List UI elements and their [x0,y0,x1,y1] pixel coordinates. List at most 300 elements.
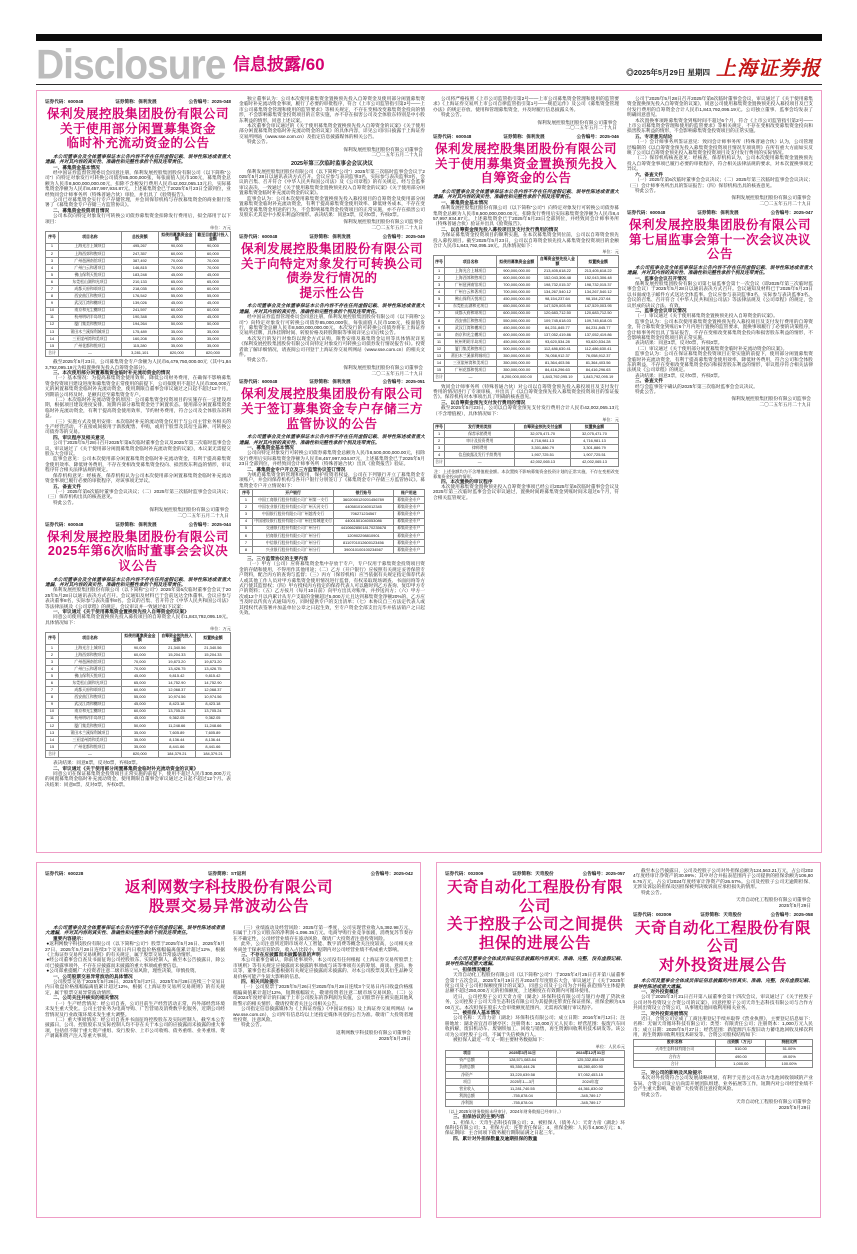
table-cell: 负债总额 [446,1064,489,1071]
table-cell: 194,264 [121,321,158,328]
table-cell: 152,043,306.48 [578,275,619,282]
disclosure-wordmark: Disclosure [36,42,226,89]
table-cell: 95,350,444.26 [488,1064,556,1071]
table-cell: 57,052,453.15 [556,1071,624,1078]
table-cell: 11 [46,314,59,321]
masthead [626,52,821,81]
table-cell: 西安曲江和煦项目 [58,694,121,701]
table-cell: 募集资金专户 [393,518,424,525]
table-cell: -755,878.04 [488,1100,556,1107]
table-cell: 60,000 [195,286,230,293]
table-cell: 11 [46,715,59,722]
stock-abbr: 证券简称：保利发展 [503,134,545,140]
table-cell: 98,154,237.64 [537,296,578,303]
table-row [434,331,619,338]
table-cell: 13 [46,729,59,736]
table-cell: 93,620,534.28 [578,339,619,346]
table-body [446,1057,625,1107]
table-cell: 450,000,000.00 [496,339,537,346]
table-cell: 3,301,886.79 [515,445,571,452]
table-row [46,321,231,328]
paragraph: 经中国证券监督管理委员会同意注册，保利发展控股集团股份有限公司（以下简称“公司”）向特定对象发行可转换公司债券85,000,000张，每张面值人民币100元，募集资金总额为人民币8,500,000,000.00元，扣除不含税发行费用人民币42,002,065.13元后，实际募集资金净额为人民币8,457,997,934.87元。上述募集资金已于2025年5月23日全部到位，业经致同会计师事务所（特殊普通合伙）审验，并出具了《验资报告》。 [45,170,231,197]
table-cell: -345,789.17 [556,1100,624,1107]
table-cell: 11,281,740.55 [488,1085,556,1092]
table-cell: 合计 [634,1060,716,1067]
paragraph: 独立董事认为：公司本次使用募集资金置换预先投入自筹资金及使用部分闲置募集资金临时补充流动资金事项，履行了必要的审批程序，符合《上市公司监管指引第2号——上市公司募集资金管理和使用的监管要求》等相关规定，不存在变相改变募集资金投向的情形，不会影响募集资金投资项目的正常实施，亦不存在损害公司及全体股东特别是中小股东利益的情形，同意上述议案。 [239,96,425,123]
announcement-title-line: 天奇自动化工程股份有限公司 [446,879,623,915]
data-table [433,423,619,467]
section-heading: 三、备查文件 [634,378,664,384]
stock-abbr: 证券简称：保利发展 [309,233,351,239]
table-row [46,335,231,342]
table-cell: 32,075,471.70 [570,431,618,438]
section-heading: 一、募集资金基本情况 [52,164,100,170]
table-header-row [46,232,231,244]
table-cell: 1,843,792,095.19 [537,374,578,381]
stock-code-line [45,871,413,877]
table-cell: 东莞松山湖和光项目 [58,680,121,687]
column-header: 拟置换金额 [195,633,230,645]
table-row [434,374,619,381]
table-cell: 134,267,540.12 [578,289,619,296]
section-heading: 二、监事会会议审议情况 [634,307,687,313]
table-cell: 68,280,400.90 [556,1064,624,1071]
announcement-title-line: 保利发展控股集团股份有限公司 [46,529,229,544]
stock-code-line [239,234,425,240]
section-heading: 三、本次使用部分闲置募集资金临时补充流动资金的情况 [52,369,171,375]
table-row [446,1078,625,1085]
announcement-title-line: 天奇自动化工程股份有限公司 [634,919,811,956]
table-cell: 3,301,886.79 [570,445,618,452]
table-header [46,232,231,244]
table-cell: 莆田木兰溪保利城项目 [445,353,497,360]
section-heading: 三、担保协议的主要内容 [452,1114,505,1120]
announcement-title [45,879,413,916]
table-cell: 10,974.56 [158,694,195,701]
table-cell: 5 [434,296,445,303]
table-cell: 12 [434,346,445,353]
table-row [434,317,619,324]
stock-code: 证券代码：002009 [633,911,672,917]
bullet-item: ●经公司董事会自查及书面征询公司控股股东、实际控制人，截至本公告披露日，除公司已披露事项外，不存在应披露而未披露的重大事项或重要信息。 [45,957,225,968]
table-note: 注：上述金额均为不含增值税金额。本次置换不影响募集资金投资计划的正常实施，不存在变相改变募集资金投向的情形。 [433,468,619,479]
disclaimer-paragraph: 本公司董事会及全体董事保证本公告内容不存在任何虚假记载、误导性陈述或者重大遗漏，并对其内容的真实性、准确性和完整性承担个别及连带责任。 [45,576,231,587]
table-cell: 35,000 [195,335,230,342]
table-cell: 14 [434,360,445,367]
section-heading: 四、本次置换的审议程序 [440,478,493,484]
table-body [46,243,231,357]
table-cell: 上海西郊和煦项目 [58,250,121,257]
stock-abbr: 证券简称：ST返利 [207,871,246,876]
table-cell: 1,907,725.51 [515,452,571,459]
paragraph: 致同会计师事务所（特殊普通合伙）对公司以自筹资金预先投入募投项目及支付发行费用的情况进行了专项审核，并出具了《以自筹资金预先投入募集资金投资项目的鉴证报告》。保荐机构对本事项出具了明确的核查意见。 [433,383,619,400]
table-cell: 210,133 [121,279,158,286]
table-cell: 44,361,830.02 [556,1085,624,1092]
table-cell: 70,000 [121,658,158,665]
table-cell: 35,000 [195,328,230,335]
announcement-number: 公告编号：2025-046 [576,134,619,140]
paragraph: 公司将严格按照《上市公司监管指引第2号——上市公司募集资金管理和使用的监管要求》《上海证券交易所上市公司自律监管指引第1号——规范运作》及公司《募集资金管理办法》的规定存放、使用和管理募集资金，并及时履行信息披露义务。 [433,96,619,112]
signature-line: 保利发展控股集团股份有限公司董事会 [537,119,617,125]
table-cell: 51.00% [766,1046,813,1053]
data-table [45,632,231,758]
data-table [633,1039,813,1068]
column-header: 截至目前累计投入金额 [195,232,230,244]
table-row [46,286,231,293]
column-header: 拟置换金额 [578,256,619,268]
table-cell: 2024年度 [556,1078,624,1085]
paragraph: （一）2025年第6次临时董事会会议决议；（二）2025年第三次临时监事会会议决议；（三）会计师事务所出具的鉴证报告；（四）保荐机构出具的核查意见。 [627,177,813,188]
column-header: 序号 [46,232,59,244]
announcement-title-line: 第七届监事会第十一次会议决议公告 [628,232,811,262]
paragraph: 同意公司在保证募集资金投资项目正常实施的前提下，使用不超过人民币300,000万元的闲置募集资金临时补充流动资金，使用期限自董事会审议通过之日起不超过12个月。表决结果：同意8票，反对0票，弃权0票。 [45,771,231,787]
table-cell: 700,000,000.00 [496,282,537,289]
table-cell: 600,000,000.00 [496,331,537,338]
table-cell: 241,597 [121,307,158,314]
table-cell: 武汉江湾和樾项目 [58,701,121,708]
unit-label: 单位：人民币元 [595,1043,625,1049]
section-heading: 二、对外投资进展情况 [640,1010,688,1016]
table-cell: 10 [46,708,59,715]
table-cell: 45,000 [121,673,158,680]
table-cell: 上海西郊和煦项目 [58,651,121,658]
column-header: 项目 [446,1050,489,1057]
column-header: 开户银行 [252,490,333,497]
table-cell: 65,000 [121,680,158,687]
table-cell: 8,423.18 [195,701,230,708]
table-row [240,539,425,546]
stock-abbr: 证券简称：保利发展 [309,379,351,385]
table-cell: 14,752.90 [195,680,230,687]
table-row [434,282,619,289]
table-row [446,1093,625,1100]
table-cell: — [58,350,121,357]
signature-line: 二〇二五年五月二十九日 [371,152,423,158]
table-row [46,350,231,357]
table-row [446,1057,625,1064]
table-row [446,1100,625,1107]
bottom-right-announcement-box [436,862,821,1218]
table-cell: 42,002,065.13 [570,459,618,466]
table-cell: 109,745,618.03 [578,317,619,324]
section-heading: 一、担保情况概述 [452,966,491,972]
table-cell: 175,489 [121,328,158,335]
table-cell: 3 [46,658,59,665]
table-row [434,367,619,374]
table-row [434,324,619,331]
table-cell: 112,486,630.41 [578,346,619,353]
paragraph: 特此公告。 [52,499,77,505]
signature-line: 返利网数字科技股份有限公司董事会 [335,1029,411,1035]
table-cell: 49.00% [766,1053,813,1060]
table-cell: 65,000 [158,279,195,286]
table-row [46,328,231,335]
table-cell: 9,362.05 [158,715,195,722]
stock-code-line [445,871,625,877]
table-cell: 35,000 [158,335,195,342]
announcement-title-line: 股票交易异常波动公告 [148,897,309,915]
paragraph: 截至2025年5月23日，公司以自筹资金预先支付发行费用合计人民币42,002,065.13元（不含增值税），具体情况如下： [433,405,619,416]
table-cell: 146,815 [121,264,158,271]
table-row [46,687,231,694]
table-header-row [446,1050,625,1057]
table-cell: 1 [434,431,445,438]
signature-line: 二〇二五年五月二十九日 [371,370,423,376]
stock-code: 证券代码：600048 [45,521,84,527]
table-cell: 109,745,618.03 [537,317,578,324]
table-cell: 152,043,306.48 [537,275,578,282]
table-cell: 10 [434,331,445,338]
table-cell: 广州白云和著项目 [445,289,497,296]
signature-line: 天奇自动化工程股份有限公司董事会 [735,897,811,903]
paragraph: 经中国证券监督管理委员会同意注册，保利发展控股集团股份有限公司（以下简称“公司”）向特定对象发行可转换公司债券85,000,000张，每张面值人民币100元，按面值发行，募集资金总额人民币8,500,000,000.00元。本次发行的可转换公司债券将在上海证券交易所挂牌，具体挂牌时间、转股价格及转股期限等事项详见公司后续公告。 [239,314,425,336]
table-cell: 183,248 [121,272,158,279]
table-cell: 募集资金专户 [393,497,424,504]
paragraph: 公司向特定对象发行可转换公司债券募集资金总额为人民币8,500,000,000.00元，扣除发行费用后实际募集资金净额为人民币8,457,997,934.87元，上述募集资金已于2025年5月23日全部到位，并经致同会计师事务所（特殊普通合伙）出具《验资报告》验证。 [239,450,425,467]
paragraph: 表决结果：同意3票，反对0票，弃权0票。 [634,372,723,378]
disclaimer-paragraph: 本公司监事会及全体监事保证本公告内容不存在任何虚假记载、误导性陈述或者重大遗漏，并对其内容的真实性、准确性和完整性承担个别及连带责任。 [627,264,813,276]
table-header-row [634,1039,813,1046]
table-header-row [46,633,231,645]
signature-block [239,219,423,231]
signature-line: 保利发展控股集团股份有限公司董事会 [343,364,423,370]
table-cell: 70,000 [121,666,158,673]
table-cell: 3 [46,257,59,264]
table-cell: 120,683,712.50 [537,310,578,317]
table-cell: 南京和光尘樾项目 [58,307,121,314]
table-cell: 合计 [46,350,59,357]
data-table [433,255,619,381]
table-cell: 35,000 [121,744,158,751]
column-header: 银行账号 [334,490,393,497]
table-cell: 139,026 [121,300,158,307]
table-cell: 西安曲江和煦项目 [58,293,121,300]
paragraph: 公司名称：天奇力帝（湖北）环保科技有限公司；成立日期：2016年8月12日；注册地址：湖北省宜昌市猇亭区；注册资本：10,000万元人民币；经营范围：报废汽车回收拆解，废旧机动车、废钢铁加工、回收与销售，再生资源回收利用技术研发等。该公司为公司控股子公司，不属于失信被执行人。 [445,1015,625,1037]
table-cell: 213,405,618.22 [537,268,578,275]
table-cell: 15,204.33 [158,651,195,658]
announcement-number: 公告编号：2025-048 [188,99,231,104]
table-cell: 13,426.75 [195,666,230,673]
paragraph: 公司本次向特定对象发行可转换公司债券募集资金扣除发行费用后，拟全部用于以下项目： [45,213,231,224]
table-cell: 350,000,000.00 [496,360,537,367]
table-header-row [434,256,619,268]
signature-block [239,147,423,159]
table-cell: 4 [434,289,445,296]
paragraph: 公司于2025年5月28日召开2025年第6次临时董事会会议及2025年第三次临时监事会会议，审议通过了《关于使用部分闲置募集资金临时补充流动资金的议案》，本议案无需提交股东大会审议。 [45,440,231,457]
table-cell: 45,000 [158,272,195,279]
table-cell: 成都天府和颂项目 [445,310,497,317]
table-cell: 1,000.00 [716,1060,766,1067]
table-cell: 上海光合上城项目 [58,644,121,651]
table-cell: 广州花都和悦项目 [445,367,497,374]
data-table [45,231,231,357]
announcement-number: 公告编号：2025-042 [370,871,413,876]
announcement-number: 公告编号：2025-044 [188,521,231,527]
table-cell: 广州白云和著项目 [58,666,121,673]
announcement-title [633,920,813,976]
table-cell: 9,815.42 [158,673,195,680]
table-cell: 3 [434,445,445,452]
table-body [240,497,425,554]
table-cell: 45,000 [195,300,230,307]
table-cell: 天奇生态科技有限公司 [634,1046,716,1053]
table-cell: 广州花都和悦项目 [58,744,121,751]
table-cell: 成都天府和颂项目 [58,286,121,293]
table-cell: 70,000 [195,264,230,271]
table-cell: 137,052,419.86 [578,331,619,338]
table-row [46,250,231,257]
table-cell: 84,231,845.77 [578,324,619,331]
stock-code-line [627,210,813,216]
text-column [45,96,231,847]
text-column [445,868,625,1213]
table-cell: 21,340.56 [158,644,195,651]
table-row [446,1085,625,1092]
text-column [233,925,413,1213]
table-cell: 厦门集美和煦项目 [58,321,121,328]
stock-abbr: 证券简称：天奇股份 [512,871,554,876]
table-row [240,518,425,525]
section-heading: 一、监事会会议召开情况 [634,275,687,281]
table-cell: 14,752.90 [158,680,195,687]
paragraph: 本次置换事项距募集资金到账时间不超过6个月，符合《上市公司监管指引第2号——上市公司募集资金管理和使用的监管要求》等相关规定，不存在变相改变募集资金投向和损害股东利益的情形，不会影响募集资金投资项目的正常实施。 [627,117,813,134]
table-header [46,633,231,645]
paragraph: 经与会监事签字确认的2025年第三次临时监事会会议决议。 [634,383,758,389]
table-cell: 60,000 [195,307,230,314]
column-header: 拟使用募集资金金额 [121,633,158,645]
table-cell: 441066285018170235678 [334,525,393,532]
table-cell: 上海西郊和煦项目 [445,275,497,282]
table-cell: 1,843,792,095.19 [578,374,619,381]
paragraph: 保利发展控股集团股份有限公司（以下简称“公司”）2025年第三次临时监事会会议于2025年5月28日以通讯表决方式召开。会议应参与表决监事3名，实际参与表决监事3名，会议的召集、召开符合《中华人民共和国公司法》及《公司章程》的有关规定。经与会监事审议表决，一致通过《关于使用募集资金置换预先投入自筹资金的议案》《关于使用部分闲置募集资金临时补充流动资金的议案》。 [239,168,425,196]
table-cell: 70,000 [158,257,195,264]
table-cell: 厦门集美和煦项目 [58,722,121,729]
announcement-title-line: 对外投资进展公告 [658,956,787,974]
column-header: 序号 [46,633,59,645]
table-cell: 147,529,003.95 [537,303,578,310]
column-header: 项目名称 [445,256,497,268]
table-cell: 募集资金专户 [393,546,424,553]
announcement-title [627,218,813,262]
table-cell: 15,204.33 [195,651,230,658]
signature-line: 二〇二五年五月二十九日 [565,125,617,131]
table-cell: 35,000 [158,328,195,335]
stock-code: 证券代码：600048 [239,233,278,239]
section-heading: 一、公司股票交易异常波动的具体情况 [52,973,133,979]
paragraph: 公司于2025年3月21日召开第八届董事会第十四次会议，审议通过了《关于控股子公司对外投资设立合资公司的议案》，同意控股子公司天奇生态科技有限公司与合作方共同出资设立合资公司，从事锂电池回收利用相关业务。 [633,994,813,1011]
table-row [46,243,231,250]
table-cell: 杭州明玥半岛项目 [445,339,497,346]
paragraph: 保利发展控股集团股份有限公司（以下简称“公司”）向特定对象发行可转换公司债券募集资金总额为人民币8,500,000,000.00元，扣除发行费用后实际募集资金净额为人民币8,457,997,934.87元。上述募集资金已于2025年5月23日全部到位，并经致同会计师事务所（特殊普通合伙）验证并出具《验资报告》。 [433,205,619,227]
announcement-title-line: 关于使用部分闲置募集资金 [59,121,216,136]
signature-block [233,1030,411,1042]
table-cell: 审计及验资费用 [445,438,515,445]
stock-code: 证券代码：600048 [45,99,84,104]
table-cell: 5 [46,673,59,680]
paragraph: 特此公告。 [440,112,465,118]
bullet-item: ●公司郑重提醒广大投资者注意二级市场交易风险，理性决策，审慎投资。 [46,968,200,974]
paragraph: 本次对外投资符合公司发展战略规划，有利于完善公司在动力电池回收领域的产业布局。合资公司设立后尚需开展团队组建、业务拓展等工作，短期内对公司经营业绩不会产生重大影响，敬请广大投资者注意投资风险。 [633,1075,813,1092]
table-cell: 东莞松山湖和光项目 [445,303,497,310]
table-row [46,694,231,701]
table-cell: 南京和光尘樾项目 [445,331,497,338]
table-cell: 15 [434,367,445,374]
table-cell: 7,605.89 [195,729,230,736]
table-cell: 广州花都和悦项目 [58,342,121,349]
paragraph: 截至本公告披露日，公司及控股子公司对外担保总额为124,563.21万元，占公司2024年度经审计净资产的30.99%；其中对合并报表范围内子公司提供的担保余额为106,806.76万元，占公司2024年度经审计净资产的26.57%。公司及控股子公司无逾期担保、无涉及诉讼的担保及因担保被判决败诉而应承担损失的情形。 [633,868,813,890]
table-cell: 3,281,101 [121,350,158,357]
stock-code-line [633,912,813,918]
table-cell: 2 [240,504,253,511]
table-cell: 14 [46,335,59,342]
table-cell: 35,000 [158,342,195,349]
announcement-number: 公告编号：2025-057 [582,871,625,876]
table-row [434,296,619,303]
announcement-title [239,242,425,300]
paragraph: 为规范募集资金的管理和使用，保护投资者权益，公司在下列银行开立了募集资金专项账户，并会同保荐机构与各开户银行分别签订了《募集资金专户存储三方监管协议》。募集资金专户开立情况如下： [239,471,425,488]
table-cell: 2 [434,438,445,445]
table-cell: 6 [46,279,59,286]
table-body [434,431,619,466]
table-row [434,339,619,346]
signature-line: 2025年5月29日 [778,902,811,908]
announcement-title-line: 临时补充流动资金的公告 [66,136,210,151]
data-table [239,489,425,554]
table-row [46,342,231,349]
announcement-title-line: 关于使用募集资金置换预先投入自筹资金的公告 [434,156,617,186]
table-row [434,438,619,445]
table-cell: 6 [240,532,253,539]
table-cell: 广州琶洲南馆项目 [445,282,497,289]
table-note: （以上2025年财务数据未经审计，2024年财务数据已经审计。） [446,1109,564,1115]
table-row [46,307,231,314]
table-cell: 125,332,854.05 [556,1057,624,1064]
table-cell: 中国农业银行股份有限公司广州天河支行 [252,504,333,511]
table-cell: 650,000,000.00 [496,303,537,310]
table-cell: 项目 [446,1078,489,1085]
column-header: 出资额（万元） [716,1039,766,1046]
table-cell: 广州琶洲南馆项目 [58,257,121,264]
table-cell: 90,000 [158,243,195,250]
unit-label: 单位：万元 [210,626,231,632]
paragraph: （一）甲方（公司）应将募集资金集中存放于专户，专户仅用于募集资金投资项目资金的存储和使用，不得用作其他用途；（二）乙方（开户银行）应按照有关规定妥善保管专户资料，配合丙方的查询与监督；（三）丙方（保荐机构）应当依据有关规定指定保荐代表人或其他工作人员对甲方募集资金使用情况进行监督，有权采取现场调查、书面问询等方式行使其监督权；（四）甲方授权丙方指定的保荐代表人可以随时到乙方查询、复印甲方专户的资料；（五）乙方按月（每月10日前）向甲方出具对账单，并抄送丙方；（六）甲方一次或12个月以内累计从专户支取的金额超过5,000万元且达到募集资金净额20%的，乙方应当及时以传真方式通知丙方，同时提供专户的支出清单；（七）本协议自三方法定代表人或其授权代表签署并加盖单位公章之日起生效，至专户资金全部支出完毕并依法销户之日起失效。 [239,561,425,616]
stock-code: 证券代码：600048 [627,209,666,215]
paragraph: 特此公告。 [640,889,665,895]
announcement-title-line: 保利发展控股集团股份有限公司 [240,387,423,402]
table-cell: 合计 [46,751,59,758]
table-cell: 76,058,912.37 [537,353,578,360]
column-header: 自筹资金预先投入金额 [158,633,195,645]
table-body [634,1046,813,1067]
table-cell: 2025年1—3月 [488,1078,556,1085]
table-cell: 7 [46,286,59,293]
disclaimer-paragraph: 本公司董事会及全体董事保证本公告内容不存在任何虚假记载、误导性陈述或者重大遗漏，并对其内容的真实性、准确性和完整性承担个别及连带责任。 [45,925,225,936]
table-cell: 45,000 [158,314,195,321]
table-cell: 42,002,065.13 [515,459,571,466]
bottom-left-announcement-box [36,862,421,1218]
table-cell: 4,716,981.13 [570,438,618,445]
table-row [46,651,231,658]
announcement-title [45,530,231,574]
stock-code: 证券代码：002009 [445,871,484,876]
table-cell: 5 [46,272,59,279]
table-cell: 4 [240,518,253,525]
table-row [434,289,619,296]
table-cell: 信息披露及发行手续费用 [445,452,515,459]
table-cell: 3 [434,282,445,289]
table-cell: 7,605.89 [158,729,195,736]
column-header: 持股比例 [766,1039,813,1046]
